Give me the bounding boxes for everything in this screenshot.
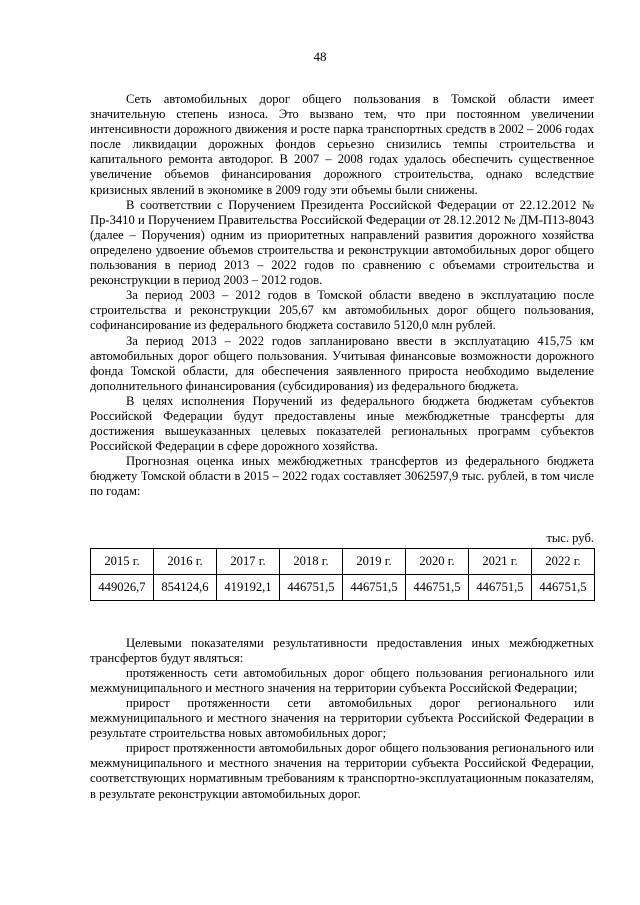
table-unit-label: тыс. руб. (546, 530, 594, 545)
paragraph: За период 2013 – 2022 годов запланировано ввести в эксплуатацию 415,75 км автомобильных дорог общего пользования. Учитывая финансовые возможности дорожного фонда Томской области, для обеспечения заявленного прироста необходимо выделение дополнительного финансирования (субсидирования) из федерального бюджета. (90, 333, 594, 393)
transfers-table (90, 548, 595, 601)
table-header-cell: 2016 г. (154, 548, 217, 574)
table-cell: 446751,5 (280, 574, 343, 600)
paragraph: Целевыми показателями результативности предоставления иных межбюджетных трансфертов будут являться: (90, 635, 594, 665)
table-cell: 449026,7 (91, 574, 154, 600)
table-header-cell: 2022 г. (532, 548, 595, 574)
table-header-cell: 2019 г. (343, 548, 406, 574)
paragraph: За период 2003 – 2012 годов в Томской области введено в эксплуатацию после строительства и реконструкции 205,67 км автомобильных дорог общего пользования, софинансирование из федерального бюджета составило 5120,0 млн рублей. (90, 288, 594, 333)
page-number: 48 (313, 49, 327, 64)
table-cell: 446751,5 (469, 574, 532, 600)
paragraph: Сеть автомобильных дорог общего пользования в Томской области имеет значительную степень износа. Это вызвано тем, что при постоянном увеличении интенсивности дорожного движения и росте парка транспортных средств в 2002 – 2006 годах после ликвидации дорожных фондов серьезно снизились темпы строительства и капитального ремонта автодорог. В 2007 – 2008 годах удалось обеспечить существенное увеличение объемов финансирования дорожного строительства, однако вследствие кризисных явлений в экономике в 2009 году эти объемы были снижены. (90, 92, 594, 197)
table-cell: 446751,5 (532, 574, 595, 600)
paragraph: В соответствии с Поручением Президента Российской Федерации от 22.12.2012 № Пр-3410 и Поручением Правительства Российской Федерации от 28.12.2012 № ДМ-П13-8043 (далее – Поручения) одним из приоритетных направлений развития дорожного хозяйства определено удвоение объемов строительства и реконструкции автомобильных дорог общего пользования в период 2013 – 2022 годов по сравнению с объемами строительства и реконструкции в период 2003 – 2012 годов. (90, 197, 594, 288)
paragraph: Прогнозная оценка иных межбюджетных трансфертов из федерального бюджета бюджету Томской области в 2015 – 2022 годах составляет 3062597,9 тыс. рублей, в том числе по годам: (90, 454, 594, 499)
document-body (90, 92, 594, 802)
table-header-cell: 2015 г. (91, 548, 154, 574)
table-cell: 446751,5 (343, 574, 406, 600)
table-row (91, 574, 595, 600)
table-header-cell: 2021 г. (469, 548, 532, 574)
paragraph: В целях исполнения Поручений из федерального бюджета бюджетам субъектов Российской Федерации будут предоставлены иные межбюджетные трансферты для достижения вышеуказанных целевых показателей региональных программ субъектов Российской Федерации в сфере дорожного хозяйства. (90, 393, 594, 454)
table-cell: 854124,6 (154, 574, 217, 600)
table-header-row (91, 548, 595, 574)
table-header-cell: 2017 г. (217, 548, 280, 574)
paragraph: прирост протяженности сети автомобильных дорог регионального или межмуниципального и местного значения на территории субъекта Российской Федерации в результате строительства новых автомобильных дорог; (90, 696, 594, 741)
table-header-cell: 2020 г. (406, 548, 469, 574)
table-header-cell: 2018 г. (280, 548, 343, 574)
paragraph: прирост протяженности автомобильных дорог общего пользования регионального или межмуниципального и местного значения на территории субъекта Российской Федерации, соответствующих нормативным требованиям к транспортно-эксплуатационным показателям, в результате реконструкции автомобильных дорог. (90, 741, 594, 801)
paragraph: протяженность сети автомобильных дорог общего пользования регионального или межмуниципального и местного значения на территории субъекта Российской Федерации; (90, 665, 594, 695)
table-cell: 419192,1 (217, 574, 280, 600)
table-cell: 446751,5 (406, 574, 469, 600)
